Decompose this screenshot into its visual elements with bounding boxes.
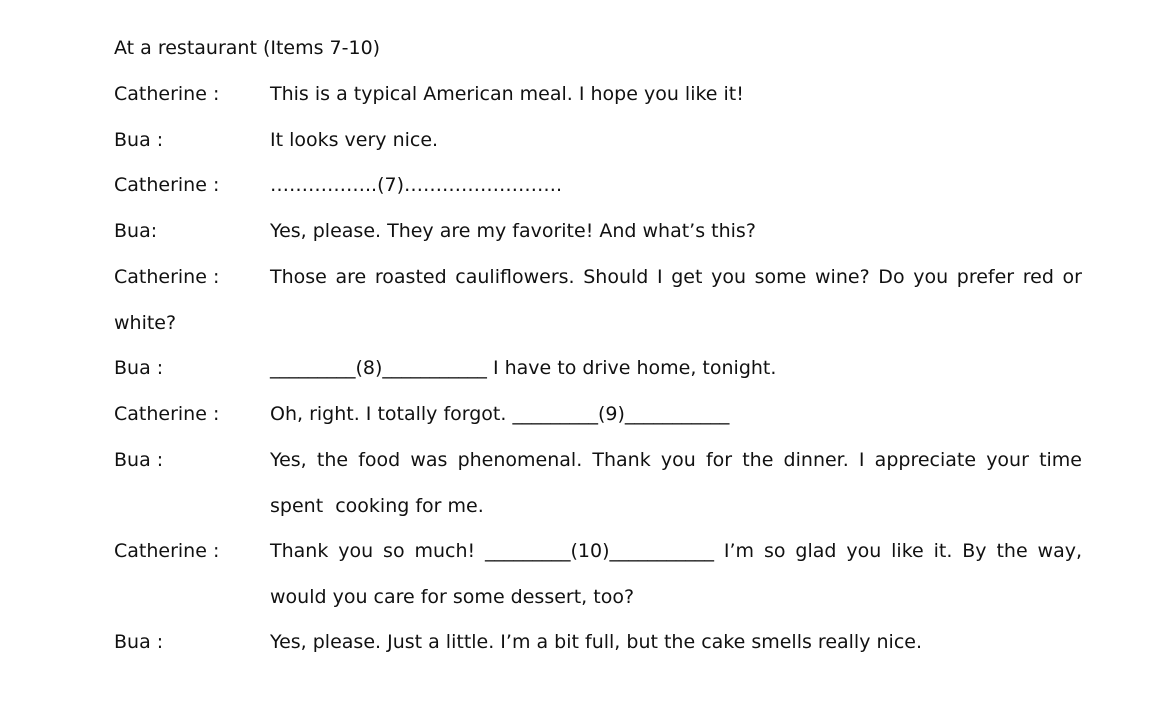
speaker-label: Bua :	[114, 357, 164, 379]
speaker-label: Catherine :	[114, 266, 220, 288]
section-title: At a restaurant (Items 7-10)	[114, 37, 381, 59]
speaker-label: Catherine :	[114, 403, 220, 425]
dialogue-line: Yes, please. They are my favorite! And what’s this?	[270, 220, 756, 242]
speaker-label: Bua:	[114, 220, 158, 242]
dialogue-line: white?	[114, 312, 177, 334]
dialogue-line: Those are roasted cauliflowers. Should I get you some wine? Do you prefer red or	[270, 266, 1082, 288]
speaker-label: Bua :	[114, 449, 164, 471]
blank-item-10: Thank you so much! _________(10)___________ I’m so glad you like it. By the way,	[270, 540, 1082, 562]
speaker-label: Catherine :	[114, 540, 220, 562]
blank-item-7: ……………..(7)…………………….	[270, 174, 563, 196]
speaker-label: Catherine :	[114, 83, 220, 105]
dialogue-line: would you care for some dessert, too?	[270, 586, 635, 608]
dialogue-line: Yes, the food was phenomenal. Thank you for the dinner. I appreciate your time	[270, 449, 1082, 471]
speaker-label: Catherine :	[114, 174, 220, 196]
dialogue-line: It looks very nice.	[270, 129, 439, 151]
blank-item-9: Oh, right. I totally forgot. _________(9)___________	[270, 403, 730, 425]
speaker-label: Bua :	[114, 631, 164, 653]
speaker-label: Bua :	[114, 129, 164, 151]
dialogue-line: Yes, please. Just a little. I’m a bit full, but the cake smells really nice.	[270, 631, 922, 653]
blank-item-8: _________(8)___________ I have to drive home, tonight.	[270, 357, 777, 379]
dialogue-line: This is a typical American meal. I hope you like it!	[270, 83, 744, 105]
dialogue-line: spent cooking for me.	[270, 495, 484, 517]
